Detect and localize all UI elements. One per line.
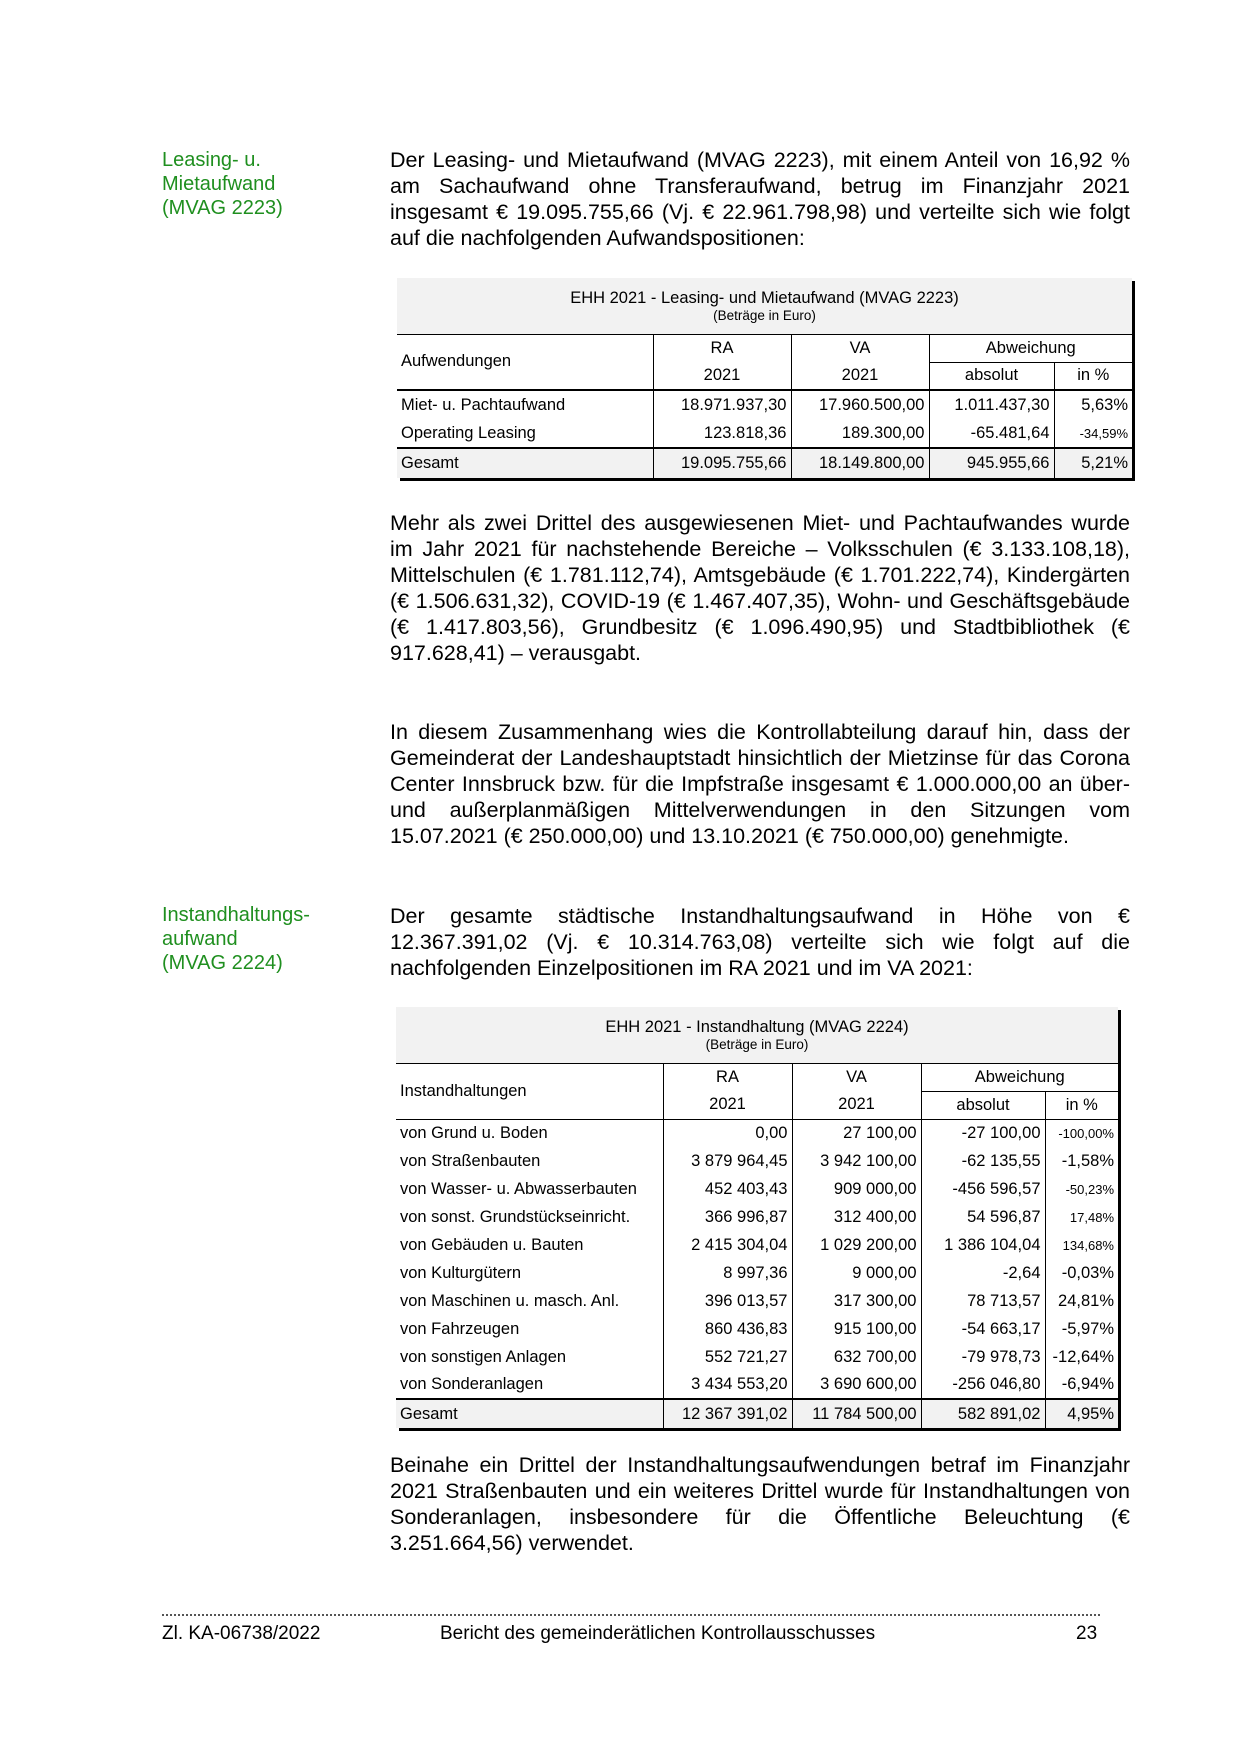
row-label: Gesamt [397, 448, 653, 478]
row-label: von Gebäuden u. Bauten [396, 1231, 663, 1259]
row-label: Gesamt [396, 1399, 663, 1428]
row-label: von sonst. Grundstückseinricht. [396, 1203, 663, 1231]
side-label-line: Leasing- u. [162, 149, 261, 171]
row-label: Operating Leasing [397, 419, 653, 448]
cell-absolute: 54 596,87 [921, 1203, 1045, 1231]
column-header-year: 2021 [792, 1091, 921, 1119]
cell-va: 3 690 600,00 [792, 1371, 921, 1399]
column-header-deviation: Abweichung [921, 1063, 1118, 1091]
cell-absolute: 582 891,02 [921, 1399, 1045, 1428]
column-header-ra: RA [663, 1063, 792, 1091]
row-label: von Maschinen u. masch. Anl. [396, 1287, 663, 1315]
cell-percent: -0,03% [1061, 1263, 1114, 1282]
table-row [396, 1259, 1118, 1287]
cell-va: 915 100,00 [792, 1315, 921, 1343]
column-header-ra: RA [653, 334, 791, 362]
paragraph-miet-bereiche [390, 510, 1130, 666]
table-caption [396, 1007, 1118, 1063]
cell-va: 18.149.800,00 [791, 448, 929, 478]
paragraph-kontrollabteilung [390, 719, 1130, 849]
column-header-absolute: absolut [929, 362, 1054, 390]
cell-absolute: -65.481,64 [929, 419, 1054, 448]
cell-ra: 12 367 391,02 [663, 1399, 792, 1428]
cell-percent: -12,64% [1052, 1347, 1114, 1366]
side-label-line: (MVAG 2223) [162, 197, 283, 219]
row-label: von Straßenbauten [396, 1147, 663, 1175]
row-label: von Fahrzeugen [396, 1315, 663, 1343]
table-total-row [397, 448, 1132, 478]
table-subtitle: (Beträge in Euro) [705, 1036, 809, 1052]
leasing-table [397, 278, 1132, 478]
cell-absolute: 1 386 104,04 [921, 1231, 1045, 1259]
cell-percent: 24,81% [1058, 1291, 1114, 1310]
page-number: 23 [1076, 1623, 1098, 1644]
side-label-line: aufwand [162, 928, 238, 950]
table-row [396, 1119, 1118, 1147]
side-label-leasing [162, 148, 362, 220]
cell-ra: 552 721,27 [663, 1343, 792, 1371]
cell-absolute: -62 135,55 [921, 1147, 1045, 1175]
cell-ra: 366 996,87 [663, 1203, 792, 1231]
column-header-absolute: absolut [921, 1091, 1045, 1119]
column-header-label: Aufwendungen [397, 334, 653, 390]
cell-ra: 0,00 [663, 1119, 792, 1147]
cell-ra: 18.971.937,30 [653, 390, 791, 419]
footer-divider [162, 1614, 1100, 1616]
table-title: EHH 2021 - Instandhaltung (MVAG 2224) [605, 1017, 909, 1036]
footer-reference: Zl. KA-06738/2022 [162, 1623, 321, 1644]
table-row [397, 390, 1132, 419]
row-label: von Wasser- u. Abwasserbauten [396, 1175, 663, 1203]
table-row [396, 1147, 1118, 1175]
cell-ra: 2 415 304,04 [663, 1231, 792, 1259]
cell-absolute: -54 663,17 [921, 1315, 1045, 1343]
paragraph-text: Der gesamte städtische Instandhaltungsaufwand in Höhe von € 12.367.391,02 (Vj. € 10.314.763,08) verteilte sich wie folgt auf die nachfolgenden Einzelpositionen im RA 2021 und im VA 2021: [390, 904, 1130, 980]
cell-percent: 17,48% [1069, 1209, 1114, 1225]
cell-absolute: 945.955,66 [929, 448, 1054, 478]
column-header-va: VA [791, 334, 929, 362]
side-label-line: Instandhaltungs- [162, 904, 310, 926]
instandhaltung-table [396, 1007, 1118, 1428]
cell-absolute: 1.011.437,30 [929, 390, 1054, 419]
cell-va: 17.960.500,00 [791, 390, 929, 419]
row-label: von Kulturgütern [396, 1259, 663, 1287]
cell-va: 27 100,00 [792, 1119, 921, 1147]
cell-percent: 134,68% [1062, 1237, 1114, 1253]
column-header-percent: in % [1077, 366, 1110, 385]
column-header-label: Instandhaltungen [396, 1063, 663, 1119]
cell-ra: 396 013,57 [663, 1287, 792, 1315]
cell-percent: 5,63% [1054, 390, 1132, 419]
cell-percent: -5,97% [1061, 1319, 1114, 1338]
cell-ra: 452 403,43 [663, 1175, 792, 1203]
table-row [396, 1203, 1118, 1231]
cell-absolute: -456 596,57 [921, 1175, 1045, 1203]
cell-va: 317 300,00 [792, 1287, 921, 1315]
column-header-percent: in % [1065, 1095, 1098, 1114]
row-label: von sonstigen Anlagen [396, 1343, 663, 1371]
side-label-line: Mietaufwand [162, 173, 276, 195]
table-caption [397, 278, 1132, 334]
cell-va: 9 000,00 [792, 1259, 921, 1287]
cell-va: 11 784 500,00 [792, 1399, 921, 1428]
cell-absolute: -256 046,80 [921, 1371, 1045, 1399]
column-header-year: 2021 [791, 362, 929, 390]
cell-ra: 860 436,83 [663, 1315, 792, 1343]
cell-percent: -6,94% [1061, 1375, 1114, 1393]
cell-absolute: 78 713,57 [921, 1287, 1045, 1315]
paragraph-text: Beinahe ein Drittel der Instandhaltungsaufwendungen betraf im Finanzjahr 2021 Straßenbauten und ein weiteres Drittel wurde für Instandhaltungen von Sonderanlagen, insbesondere für die Öffentliche Beleuchtung (€ 3.251.664,56) verwendet. [390, 1453, 1130, 1555]
cell-ra: 123.818,36 [653, 419, 791, 448]
cell-percent: -34,59% [1079, 425, 1128, 441]
cell-va: 909 000,00 [792, 1175, 921, 1203]
paragraph-text: Der Leasing- und Mietaufwand (MVAG 2223), mit einem Anteil von 16,92 % am Sachaufwand ohne Transferaufwand, betrug im Finanzjahr 2021 insgesamt € 19.095.755,66 (Vj. € 22.961.798,98) und verteilte sich wie folgt auf die nachfolgenden Aufwandspositionen: [390, 148, 1130, 250]
cell-ra: 3 434 553,20 [663, 1371, 792, 1399]
column-header-deviation: Abweichung [929, 334, 1132, 362]
table-row [396, 1231, 1118, 1259]
cell-absolute: -2,64 [921, 1259, 1045, 1287]
paragraph-instandhaltung-intro [390, 903, 1130, 981]
paragraph-text: In diesem Zusammenhang wies die Kontrollabteilung darauf hin, dass der Gemeinderat der Landeshauptstadt hinsichtlich der Mietzinse für das Corona Center Innsbruck bzw. für die Impfstraße insgesamt € 1.000.000,00 an über- und außerplanmäßigen Mittelverwendungen in den Sitzungen vom 15.07.2021 (€ 250.000,00) und 13.10.2021 (€ 750.000,00) genehmigte. [390, 720, 1130, 848]
cell-va: 1 029 200,00 [792, 1231, 921, 1259]
paragraph-text: Mehr als zwei Drittel des ausgewiesenen Miet- und Pachtaufwandes wurde im Jahr 2021 für nachstehende Bereiche – Volksschulen (€ 3.133.108,18), Mittelschulen (€ 1.781.112,74), Amtsgebäude (€ 1.701.222,74), Kindergärten (€ 1.506.631,32), COVID-19 (€ 1.467.407,35), Wohn- und Geschäftsgebäude (€ 1.417.803,56), Grundbesitz (€ 1.096.490,95) und Stadtbibliothek (€ 917.628,41) – verausgabt. [390, 511, 1130, 665]
table-title: EHH 2021 - Leasing- und Mietaufwand (MVAG 2223) [570, 288, 959, 307]
cell-ra: 8 997,36 [663, 1259, 792, 1287]
cell-va: 189.300,00 [791, 419, 929, 448]
paragraph-leasing-intro [390, 147, 1130, 251]
cell-ra: 3 879 964,45 [663, 1147, 792, 1175]
cell-va: 3 942 100,00 [792, 1147, 921, 1175]
side-label-line: (MVAG 2224) [162, 952, 283, 974]
cell-va: 312 400,00 [792, 1203, 921, 1231]
cell-percent: -50,23% [1065, 1181, 1114, 1197]
side-label-instandhaltung [162, 903, 362, 975]
table-row [396, 1343, 1118, 1371]
footer-title: Bericht des gemeinderätlichen Kontrollausschusses [440, 1623, 876, 1644]
table-row [396, 1287, 1118, 1315]
cell-percent: 5,21% [1054, 448, 1132, 478]
column-header-va: VA [792, 1063, 921, 1091]
cell-ra: 19.095.755,66 [653, 448, 791, 478]
cell-absolute: -79 978,73 [921, 1343, 1045, 1371]
row-label: von Sonderanlagen [396, 1371, 663, 1399]
row-label: von Grund u. Boden [396, 1119, 663, 1147]
column-header-year: 2021 [653, 362, 791, 390]
cell-va: 632 700,00 [792, 1343, 921, 1371]
cell-absolute: -27 100,00 [921, 1119, 1045, 1147]
table-subtitle: (Beträge in Euro) [713, 307, 816, 323]
column-header-year: 2021 [663, 1091, 792, 1119]
table-row [396, 1315, 1118, 1343]
table-row [397, 419, 1132, 448]
row-label: Miet- u. Pachtaufwand [397, 390, 653, 419]
table-row [396, 1175, 1118, 1203]
table-total-row [396, 1399, 1118, 1428]
paragraph-instandhaltung-summary [390, 1452, 1130, 1556]
cell-percent: 4,95% [1045, 1399, 1118, 1428]
cell-percent: -1,58% [1061, 1151, 1114, 1170]
table-row [396, 1371, 1118, 1399]
cell-percent: -100,00% [1045, 1119, 1118, 1147]
